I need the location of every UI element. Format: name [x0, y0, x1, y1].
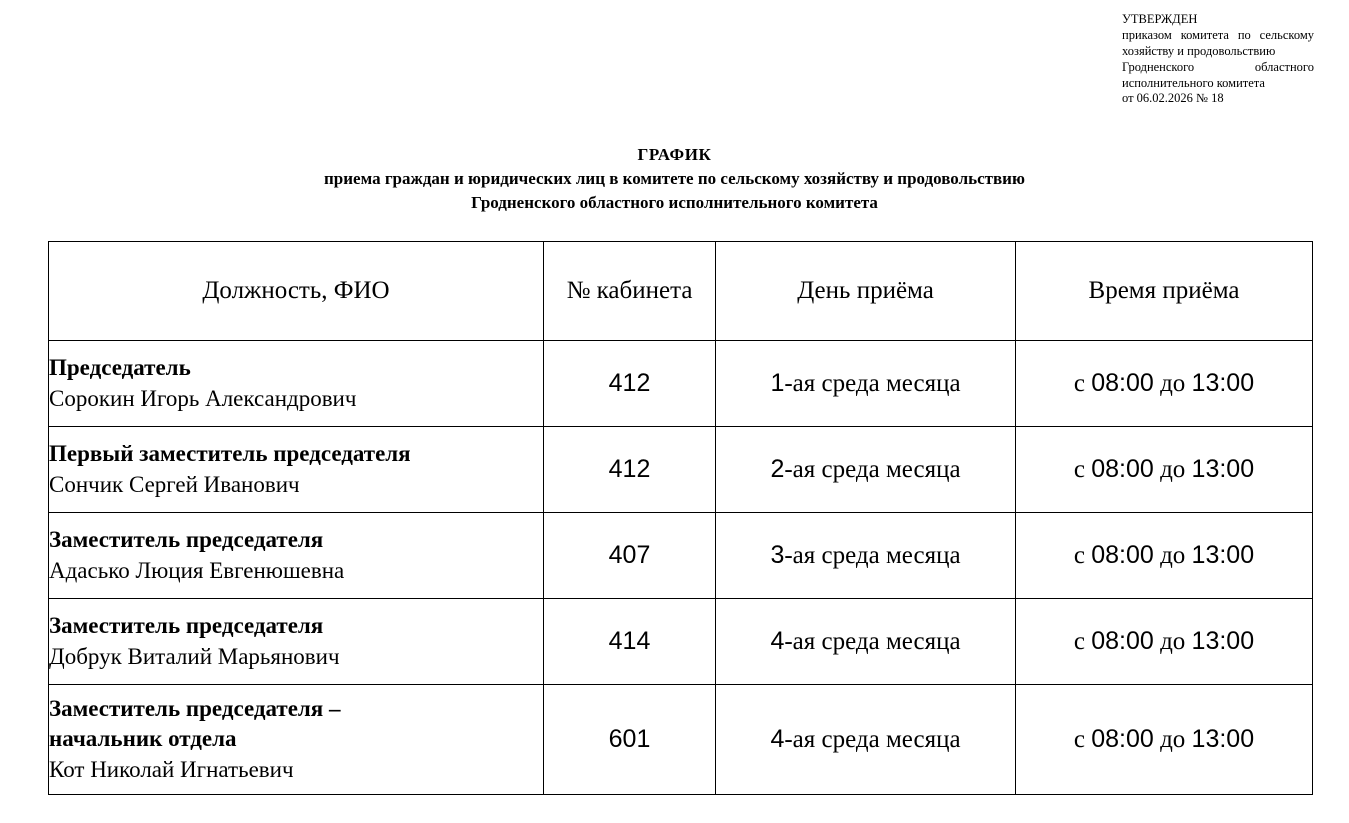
approval-line-1: приказом комитета по сельскому [1122, 27, 1314, 42]
time-from-preposition: с [1073, 726, 1085, 753]
day-ordinal-number: 4 [770, 725, 785, 753]
table-row [49, 685, 1313, 795]
approval-line-3: Гродненского областного [1122, 59, 1314, 74]
day-text: -ая среда месяца [784, 456, 961, 483]
day-text: -ая среда месяца [784, 726, 961, 753]
table-row [49, 513, 1313, 599]
post-title: Первый заместитель председателя [49, 441, 411, 467]
post-title: Заместитель председателя [49, 613, 324, 639]
cell-room [544, 599, 716, 685]
time-to: 13:00 [1191, 725, 1255, 753]
page-title: ГРАФИК [637, 145, 712, 164]
cell-day [716, 427, 1016, 513]
time-from: 08:00 [1091, 725, 1154, 753]
cell-post [49, 513, 544, 599]
time-to-preposition: до [1160, 370, 1186, 397]
document-subtitle-line-2: Гродненского областного исполнительного комитета [471, 193, 878, 213]
time-from: 08:00 [1091, 627, 1154, 655]
person-name: Сончик Сергей Иванович [49, 471, 300, 497]
cell-room [544, 427, 716, 513]
cell-day [716, 341, 1016, 427]
cell-time [1016, 513, 1313, 599]
day-ordinal-number: 1 [770, 369, 785, 397]
time-to-preposition: до [1160, 628, 1186, 655]
cell-time [1016, 685, 1313, 795]
day-text: -ая среда месяца [784, 370, 961, 397]
cell-room [544, 513, 716, 599]
cell-room [544, 341, 716, 427]
column-header-room: № кабинета [544, 242, 716, 341]
document-title-block [0, 143, 1349, 215]
cell-post [49, 599, 544, 685]
time-to: 13:00 [1191, 541, 1255, 569]
post-title: Заместитель председателя [49, 527, 324, 553]
time-from-preposition: с [1073, 370, 1085, 397]
document-subtitle-line-1: приема граждан и юридических лиц в комитете по сельскому хозяйству и продовольствию [324, 169, 1025, 189]
cell-time [1016, 427, 1313, 513]
person-name: Адасько Люция Евгенюшевна [49, 557, 345, 583]
table-row [49, 599, 1313, 685]
time-to-preposition: до [1160, 726, 1186, 753]
column-header-day: День приёма [716, 242, 1016, 341]
day-ordinal-number: 2 [770, 455, 785, 483]
table-header-row [49, 242, 1313, 341]
approval-line-2: хозяйству и продовольствию [1122, 43, 1276, 58]
column-header-time: Время приёма [1016, 242, 1313, 341]
time-from-preposition: с [1073, 628, 1085, 655]
approval-order-date-number: от 06.02.2026 № 18 [1122, 91, 1224, 106]
time-from: 08:00 [1091, 455, 1154, 483]
time-from-preposition: с [1073, 456, 1085, 483]
time-from-preposition: с [1073, 542, 1085, 569]
time-to: 13:00 [1191, 627, 1255, 655]
day-ordinal-number: 3 [770, 541, 785, 569]
cell-post [49, 427, 544, 513]
day-text: -ая среда месяца [784, 628, 961, 655]
person-name: Сорокин Игорь Александрович [49, 385, 357, 411]
column-header-post: Должность, ФИО [49, 242, 544, 341]
person-name: Добрук Виталий Марьянович [49, 643, 340, 669]
cell-day [716, 599, 1016, 685]
time-from: 08:00 [1091, 369, 1154, 397]
time-from: 08:00 [1091, 541, 1154, 569]
time-to-preposition: до [1160, 542, 1186, 569]
table-row [49, 427, 1313, 513]
room-number: 412 [608, 369, 651, 397]
post-title: Заместитель председателя – [49, 695, 341, 721]
cell-day [716, 685, 1016, 795]
time-to: 13:00 [1191, 369, 1255, 397]
room-number: 412 [608, 455, 651, 483]
post-title: Председатель [49, 355, 191, 381]
cell-post [49, 685, 544, 795]
person-name: Кот Николай Игнатьевич [49, 756, 294, 782]
cell-room [544, 685, 716, 795]
approval-line-4: исполнительного комитета [1122, 75, 1265, 90]
day-ordinal-number: 4 [770, 627, 785, 655]
room-number: 601 [608, 725, 651, 753]
time-to-preposition: до [1160, 456, 1186, 483]
cell-post [49, 341, 544, 427]
day-text: -ая среда месяца [784, 542, 961, 569]
cell-time [1016, 341, 1313, 427]
post-title-line-2: начальник отдела [49, 726, 237, 752]
approval-header-block [1122, 12, 1314, 107]
table-body [49, 341, 1313, 795]
cell-day [716, 513, 1016, 599]
room-number: 407 [608, 541, 651, 569]
table-row [49, 341, 1313, 427]
approval-heading: УТВЕРЖДЕН [1122, 12, 1198, 26]
cell-time [1016, 599, 1313, 685]
reception-schedule-table [48, 241, 1313, 795]
room-number: 414 [608, 627, 651, 655]
time-to: 13:00 [1191, 455, 1255, 483]
